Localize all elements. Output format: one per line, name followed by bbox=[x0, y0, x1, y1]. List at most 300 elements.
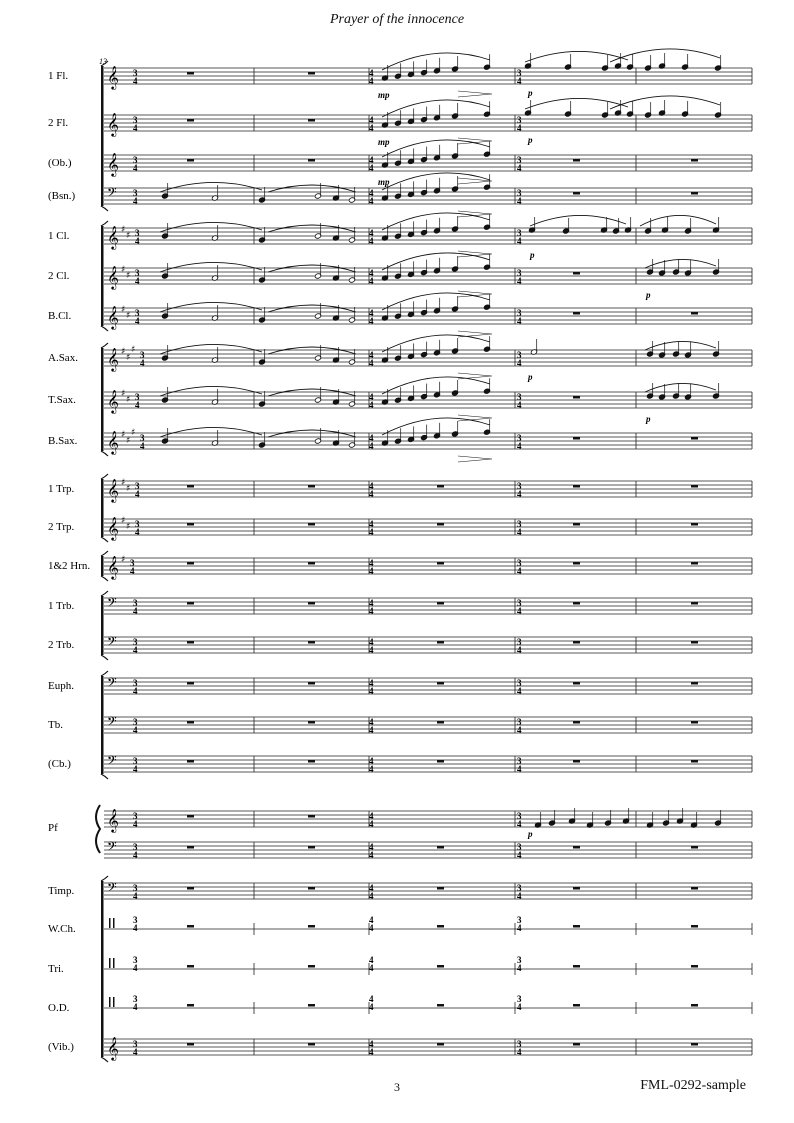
whole-rest bbox=[691, 887, 698, 890]
time-signature-numerator: 4 bbox=[369, 228, 374, 238]
time-signature-denominator: 4 bbox=[369, 441, 374, 451]
time-signature-numerator: 4 bbox=[369, 637, 374, 647]
whole-rest bbox=[573, 1043, 580, 1046]
dynamic-marking: p bbox=[530, 250, 535, 260]
time-signature-numerator: 4 bbox=[369, 994, 374, 1004]
whole-rest bbox=[187, 682, 194, 685]
whole-rest bbox=[691, 846, 698, 849]
treble-clef-icon: 𝄞 bbox=[107, 305, 119, 329]
time-signature-denominator: 4 bbox=[369, 163, 374, 173]
treble-clef-icon: 𝄞 bbox=[107, 152, 119, 176]
whole-rest bbox=[691, 1043, 698, 1046]
whole-rest bbox=[691, 1004, 698, 1007]
whole-rest bbox=[437, 602, 444, 605]
slur bbox=[645, 383, 716, 392]
bass-clef-icon: 𝄢 bbox=[107, 634, 117, 652]
whole-rest bbox=[691, 760, 698, 763]
time-signature-numerator: 4 bbox=[369, 678, 374, 688]
whole-rest bbox=[691, 562, 698, 565]
whole-rest bbox=[573, 272, 580, 275]
whole-rest bbox=[437, 965, 444, 968]
whole-rest bbox=[573, 485, 580, 488]
time-signature-denominator: 4 bbox=[369, 76, 374, 86]
time-signature-numerator: 3 bbox=[133, 68, 138, 78]
score-title: Prayer of the innocence bbox=[329, 12, 465, 27]
time-signature-denominator: 4 bbox=[369, 686, 374, 696]
page-number: 3 bbox=[394, 1080, 400, 1094]
slur bbox=[268, 305, 356, 312]
time-signature-denominator: 4 bbox=[133, 963, 138, 973]
whole-rest bbox=[573, 562, 580, 565]
time-signature-denominator: 4 bbox=[517, 441, 522, 451]
time-signature-numerator: 4 bbox=[369, 481, 374, 491]
time-signature-numerator: 4 bbox=[369, 842, 374, 852]
time-signature-denominator: 4 bbox=[369, 358, 374, 368]
time-signature-denominator: 4 bbox=[369, 276, 374, 286]
slur bbox=[268, 185, 356, 192]
treble-clef-icon: 𝄞 bbox=[107, 347, 119, 371]
slur bbox=[525, 51, 628, 62]
group-bracket bbox=[101, 479, 104, 537]
instrument-label: 2 Trb. bbox=[48, 639, 75, 651]
treble-clef-icon: 𝄞 bbox=[107, 265, 119, 289]
sharp-icon: ♯ bbox=[126, 395, 131, 405]
slur bbox=[645, 341, 716, 350]
sharp-icon: ♯ bbox=[121, 516, 126, 526]
time-signature-denominator: 4 bbox=[135, 236, 140, 246]
time-signature-numerator: 3 bbox=[133, 883, 138, 893]
instrument-label: A.Sax. bbox=[48, 352, 78, 364]
time-signature-numerator: 3 bbox=[517, 811, 522, 821]
time-signature-denominator: 4 bbox=[517, 686, 522, 696]
whole-rest bbox=[308, 523, 315, 526]
time-signature-numerator: 3 bbox=[133, 717, 138, 727]
time-signature-denominator: 4 bbox=[517, 645, 522, 655]
time-signature-denominator: 4 bbox=[133, 196, 138, 206]
whole-rest bbox=[691, 159, 698, 162]
time-signature-numerator: 3 bbox=[133, 678, 138, 688]
time-signature-denominator: 4 bbox=[517, 489, 522, 499]
slur bbox=[160, 344, 262, 354]
time-signature-denominator: 4 bbox=[517, 236, 522, 246]
whole-rest bbox=[187, 887, 194, 890]
slur bbox=[382, 418, 490, 435]
slur bbox=[640, 215, 716, 226]
time-signature-numerator: 3 bbox=[130, 558, 135, 568]
time-signature-numerator: 3 bbox=[517, 155, 522, 165]
time-signature-numerator: 4 bbox=[369, 68, 374, 78]
bass-clef-icon: 𝄢 bbox=[107, 595, 117, 613]
whole-rest bbox=[308, 760, 315, 763]
dynamic-marking: p bbox=[528, 135, 533, 145]
time-signature-numerator: 3 bbox=[133, 955, 138, 965]
instrument-label: 1 Trb. bbox=[48, 600, 75, 612]
time-signature-denominator: 4 bbox=[133, 76, 138, 86]
time-signature-numerator: 4 bbox=[369, 519, 374, 529]
percussion-clef-icon bbox=[109, 958, 111, 968]
whole-rest bbox=[691, 602, 698, 605]
time-signature-denominator: 4 bbox=[517, 76, 522, 86]
whole-rest bbox=[573, 312, 580, 315]
time-signature-numerator: 3 bbox=[135, 228, 140, 238]
treble-clef-icon: 𝄞 bbox=[107, 516, 119, 540]
slur bbox=[382, 140, 490, 157]
whole-rest bbox=[437, 760, 444, 763]
time-signature-numerator: 4 bbox=[369, 350, 374, 360]
instrument-label: 2 Trp. bbox=[48, 521, 75, 533]
treble-clef-icon: 𝄞 bbox=[107, 225, 119, 249]
time-signature-numerator: 4 bbox=[369, 268, 374, 278]
whole-rest bbox=[573, 682, 580, 685]
whole-rest bbox=[691, 312, 698, 315]
dynamic-marking: p bbox=[528, 372, 533, 382]
time-signature-denominator: 4 bbox=[135, 400, 140, 410]
whole-rest bbox=[573, 602, 580, 605]
instrument-label: 1 Trp. bbox=[48, 483, 75, 495]
percussion-clef-icon bbox=[109, 918, 111, 928]
time-signature-denominator: 4 bbox=[369, 527, 374, 537]
group-bracket bbox=[101, 226, 104, 326]
whole-rest bbox=[691, 641, 698, 644]
whole-rest bbox=[691, 192, 698, 195]
time-signature-numerator: 3 bbox=[517, 883, 522, 893]
whole-rest bbox=[187, 523, 194, 526]
treble-clef-icon: 𝄞 bbox=[107, 112, 119, 136]
time-signature-denominator: 4 bbox=[133, 123, 138, 133]
hairpin-decrescendo bbox=[458, 456, 492, 462]
time-signature-denominator: 4 bbox=[369, 236, 374, 246]
whole-rest bbox=[691, 437, 698, 440]
time-signature-denominator: 4 bbox=[517, 606, 522, 616]
time-signature-denominator: 4 bbox=[369, 923, 374, 933]
whole-rest bbox=[308, 925, 315, 928]
time-signature-numerator: 3 bbox=[135, 519, 140, 529]
dynamic-marking: mp bbox=[378, 137, 390, 147]
slur bbox=[268, 430, 356, 437]
slur bbox=[160, 427, 262, 437]
whole-rest bbox=[573, 396, 580, 399]
treble-clef-icon: 𝄞 bbox=[107, 478, 119, 502]
sharp-icon: ♯ bbox=[121, 225, 126, 235]
whole-rest bbox=[437, 562, 444, 565]
percussion-clef-icon bbox=[113, 918, 115, 928]
treble-clef-icon: 𝄞 bbox=[107, 430, 119, 454]
whole-rest bbox=[187, 562, 194, 565]
time-signature-denominator: 4 bbox=[517, 725, 522, 735]
time-signature-numerator: 4 bbox=[369, 598, 374, 608]
time-signature-numerator: 3 bbox=[133, 756, 138, 766]
time-signature-numerator: 3 bbox=[517, 350, 522, 360]
time-signature-denominator: 4 bbox=[140, 358, 145, 368]
slur bbox=[530, 215, 626, 226]
time-signature-numerator: 3 bbox=[517, 392, 522, 402]
whole-rest bbox=[187, 760, 194, 763]
percussion-clef-icon bbox=[113, 958, 115, 968]
time-signature-numerator: 4 bbox=[369, 115, 374, 125]
time-signature-numerator: 3 bbox=[517, 994, 522, 1004]
sharp-icon: ♯ bbox=[131, 345, 136, 355]
time-signature-denominator: 4 bbox=[517, 1002, 522, 1012]
sharp-icon: ♯ bbox=[126, 484, 131, 494]
time-signature-denominator: 4 bbox=[369, 645, 374, 655]
whole-rest bbox=[308, 815, 315, 818]
time-signature-numerator: 3 bbox=[517, 756, 522, 766]
time-signature-numerator: 3 bbox=[517, 717, 522, 727]
bracket-hook bbox=[101, 774, 108, 779]
instrument-label: (Vib.) bbox=[48, 1041, 74, 1053]
time-signature-numerator: 3 bbox=[517, 68, 522, 78]
instrument-label: W.Ch. bbox=[48, 923, 76, 935]
whole-rest bbox=[437, 1004, 444, 1007]
whole-rest bbox=[187, 925, 194, 928]
instrument-label: 1 Cl. bbox=[48, 230, 70, 242]
sharp-icon: ♯ bbox=[121, 305, 126, 315]
sharp-icon: ♯ bbox=[121, 478, 126, 488]
whole-rest bbox=[187, 485, 194, 488]
time-signature-numerator: 4 bbox=[369, 308, 374, 318]
time-signature-denominator: 4 bbox=[517, 963, 522, 973]
time-signature-numerator: 3 bbox=[517, 678, 522, 688]
bracket-hook bbox=[101, 206, 108, 211]
whole-rest bbox=[187, 815, 194, 818]
whole-rest bbox=[308, 641, 315, 644]
whole-rest bbox=[437, 1043, 444, 1046]
whole-rest bbox=[187, 1004, 194, 1007]
treble-clef-icon: 𝄞 bbox=[107, 389, 119, 413]
whole-rest bbox=[187, 159, 194, 162]
slur bbox=[382, 213, 490, 230]
whole-rest bbox=[308, 682, 315, 685]
group-bracket bbox=[101, 348, 104, 451]
whole-rest bbox=[573, 925, 580, 928]
time-signature-denominator: 4 bbox=[517, 400, 522, 410]
time-signature-numerator: 3 bbox=[133, 811, 138, 821]
sharp-icon: ♯ bbox=[121, 555, 126, 565]
time-signature-denominator: 4 bbox=[517, 1047, 522, 1057]
time-signature-denominator: 4 bbox=[369, 400, 374, 410]
time-signature-denominator: 4 bbox=[133, 163, 138, 173]
whole-rest bbox=[308, 846, 315, 849]
whole-rest bbox=[437, 846, 444, 849]
time-signature-numerator: 3 bbox=[517, 228, 522, 238]
hairpin-decrescendo bbox=[458, 91, 492, 97]
time-signature-numerator: 4 bbox=[369, 811, 374, 821]
slur bbox=[382, 253, 490, 270]
time-signature-denominator: 4 bbox=[133, 725, 138, 735]
piano-brace bbox=[96, 805, 100, 853]
instrument-label: 2 Cl. bbox=[48, 270, 70, 282]
time-signature-denominator: 4 bbox=[369, 725, 374, 735]
time-signature-denominator: 4 bbox=[517, 819, 522, 829]
time-signature-numerator: 3 bbox=[517, 915, 522, 925]
time-signature-denominator: 4 bbox=[369, 566, 374, 576]
time-signature-denominator: 4 bbox=[369, 764, 374, 774]
whole-rest bbox=[573, 846, 580, 849]
time-signature-denominator: 4 bbox=[133, 850, 138, 860]
slur bbox=[160, 386, 262, 396]
whole-rest bbox=[573, 887, 580, 890]
treble-clef-icon: 𝄞 bbox=[107, 65, 119, 89]
time-signature-denominator: 4 bbox=[133, 606, 138, 616]
whole-rest bbox=[308, 965, 315, 968]
time-signature-numerator: 3 bbox=[517, 637, 522, 647]
time-signature-denominator: 4 bbox=[140, 441, 145, 451]
slur bbox=[382, 377, 490, 394]
whole-rest bbox=[437, 523, 444, 526]
time-signature-numerator: 4 bbox=[369, 558, 374, 568]
whole-rest bbox=[573, 965, 580, 968]
time-signature-numerator: 3 bbox=[517, 433, 522, 443]
slur bbox=[160, 222, 262, 232]
whole-rest bbox=[573, 523, 580, 526]
treble-clef-icon: 𝄞 bbox=[107, 555, 119, 579]
slur bbox=[382, 335, 490, 352]
time-signature-denominator: 4 bbox=[133, 923, 138, 933]
slur bbox=[382, 53, 490, 70]
time-signature-numerator: 3 bbox=[517, 481, 522, 491]
bass-clef-icon: 𝄢 bbox=[107, 880, 117, 898]
dynamic-marking: p bbox=[528, 829, 533, 839]
time-signature-denominator: 4 bbox=[369, 489, 374, 499]
slur bbox=[160, 302, 262, 312]
instrument-label: 1&2 Hrn. bbox=[48, 560, 91, 572]
time-signature-numerator: 3 bbox=[140, 350, 145, 360]
time-signature-numerator: 4 bbox=[369, 883, 374, 893]
time-signature-numerator: 4 bbox=[369, 433, 374, 443]
time-signature-numerator: 3 bbox=[517, 558, 522, 568]
time-signature-numerator: 3 bbox=[133, 915, 138, 925]
whole-rest bbox=[691, 965, 698, 968]
time-signature-denominator: 4 bbox=[517, 566, 522, 576]
whole-rest bbox=[573, 159, 580, 162]
whole-rest bbox=[308, 72, 315, 75]
sharp-icon: ♯ bbox=[126, 353, 131, 363]
sharp-icon: ♯ bbox=[121, 389, 126, 399]
time-signature-denominator: 4 bbox=[369, 606, 374, 616]
time-signature-denominator: 4 bbox=[517, 764, 522, 774]
time-signature-numerator: 4 bbox=[369, 155, 374, 165]
time-signature-numerator: 4 bbox=[369, 915, 374, 925]
hairpin-decrescendo bbox=[458, 415, 492, 421]
dynamic-marking: p bbox=[646, 290, 651, 300]
instrument-label: Tb. bbox=[48, 719, 63, 731]
time-signature-numerator: 3 bbox=[133, 1039, 138, 1049]
whole-rest bbox=[573, 437, 580, 440]
instrument-label: Timp. bbox=[48, 885, 75, 897]
treble-clef-icon: 𝄞 bbox=[107, 1036, 119, 1060]
time-signature-denominator: 4 bbox=[369, 1002, 374, 1012]
time-signature-denominator: 4 bbox=[517, 123, 522, 133]
time-signature-denominator: 4 bbox=[133, 819, 138, 829]
time-signature-denominator: 4 bbox=[135, 276, 140, 286]
slur bbox=[645, 259, 716, 268]
whole-rest bbox=[691, 925, 698, 928]
time-signature-numerator: 4 bbox=[369, 717, 374, 727]
dynamic-marking: mp bbox=[378, 177, 390, 187]
slur bbox=[268, 389, 356, 396]
slur bbox=[160, 262, 262, 272]
instrument-label: T.Sax. bbox=[48, 394, 76, 406]
sharp-icon: ♯ bbox=[121, 347, 126, 357]
instrument-label: O.D. bbox=[48, 1002, 70, 1014]
whole-rest bbox=[187, 119, 194, 122]
time-signature-denominator: 4 bbox=[133, 764, 138, 774]
instrument-label: 2 Fl. bbox=[48, 117, 69, 129]
sharp-icon: ♯ bbox=[121, 430, 126, 440]
instrument-label: 1 Fl. bbox=[48, 70, 69, 82]
time-signature-numerator: 4 bbox=[369, 756, 374, 766]
whole-rest bbox=[308, 562, 315, 565]
time-signature-numerator: 3 bbox=[517, 268, 522, 278]
time-signature-denominator: 4 bbox=[133, 1047, 138, 1057]
bass-clef-icon: 𝄢 bbox=[107, 839, 117, 857]
whole-rest bbox=[691, 721, 698, 724]
time-signature-numerator: 3 bbox=[135, 268, 140, 278]
whole-rest bbox=[187, 721, 194, 724]
time-signature-denominator: 4 bbox=[369, 891, 374, 901]
time-signature-numerator: 3 bbox=[133, 994, 138, 1004]
sharp-icon: ♯ bbox=[131, 428, 136, 438]
percussion-clef-icon bbox=[109, 997, 111, 1007]
whole-rest bbox=[691, 523, 698, 526]
whole-rest bbox=[308, 887, 315, 890]
whole-rest bbox=[573, 760, 580, 763]
whole-rest bbox=[187, 1043, 194, 1046]
whole-rest bbox=[187, 846, 194, 849]
time-signature-denominator: 4 bbox=[517, 196, 522, 206]
sharp-icon: ♯ bbox=[126, 271, 131, 281]
treble-clef-icon: 𝄞 bbox=[107, 808, 119, 832]
instrument-label: B.Sax. bbox=[48, 435, 78, 447]
slur bbox=[525, 98, 628, 109]
whole-rest bbox=[691, 682, 698, 685]
whole-rest bbox=[308, 721, 315, 724]
whole-rest bbox=[437, 682, 444, 685]
slur bbox=[160, 182, 262, 192]
time-signature-denominator: 4 bbox=[133, 645, 138, 655]
group-bracket bbox=[101, 596, 104, 655]
sharp-icon: ♯ bbox=[126, 522, 131, 532]
sharp-icon: ♯ bbox=[121, 265, 126, 275]
whole-rest bbox=[573, 192, 580, 195]
time-signature-numerator: 3 bbox=[517, 519, 522, 529]
whole-rest bbox=[437, 887, 444, 890]
time-signature-denominator: 4 bbox=[133, 891, 138, 901]
instrument-label: (Bsn.) bbox=[48, 190, 76, 202]
time-signature-numerator: 3 bbox=[517, 308, 522, 318]
instrument-label: Pf bbox=[48, 822, 58, 834]
time-signature-numerator: 3 bbox=[133, 637, 138, 647]
time-signature-denominator: 4 bbox=[130, 566, 135, 576]
time-signature-denominator: 4 bbox=[517, 276, 522, 286]
whole-rest bbox=[308, 485, 315, 488]
group-bracket bbox=[101, 66, 104, 206]
time-signature-denominator: 4 bbox=[369, 850, 374, 860]
slur bbox=[268, 347, 356, 354]
time-signature-denominator: 4 bbox=[517, 163, 522, 173]
group-bracket bbox=[101, 881, 104, 1057]
bracket-hook bbox=[101, 655, 108, 660]
time-signature-denominator: 4 bbox=[369, 196, 374, 206]
time-signature-denominator: 4 bbox=[369, 316, 374, 326]
time-signature-denominator: 4 bbox=[369, 819, 374, 829]
time-signature-numerator: 3 bbox=[135, 308, 140, 318]
bass-clef-icon: 𝄢 bbox=[107, 675, 117, 693]
instrument-label: B.Cl. bbox=[48, 310, 72, 322]
percussion-clef-icon bbox=[113, 997, 115, 1007]
time-signature-numerator: 3 bbox=[517, 842, 522, 852]
dynamic-marking: p bbox=[646, 414, 651, 424]
